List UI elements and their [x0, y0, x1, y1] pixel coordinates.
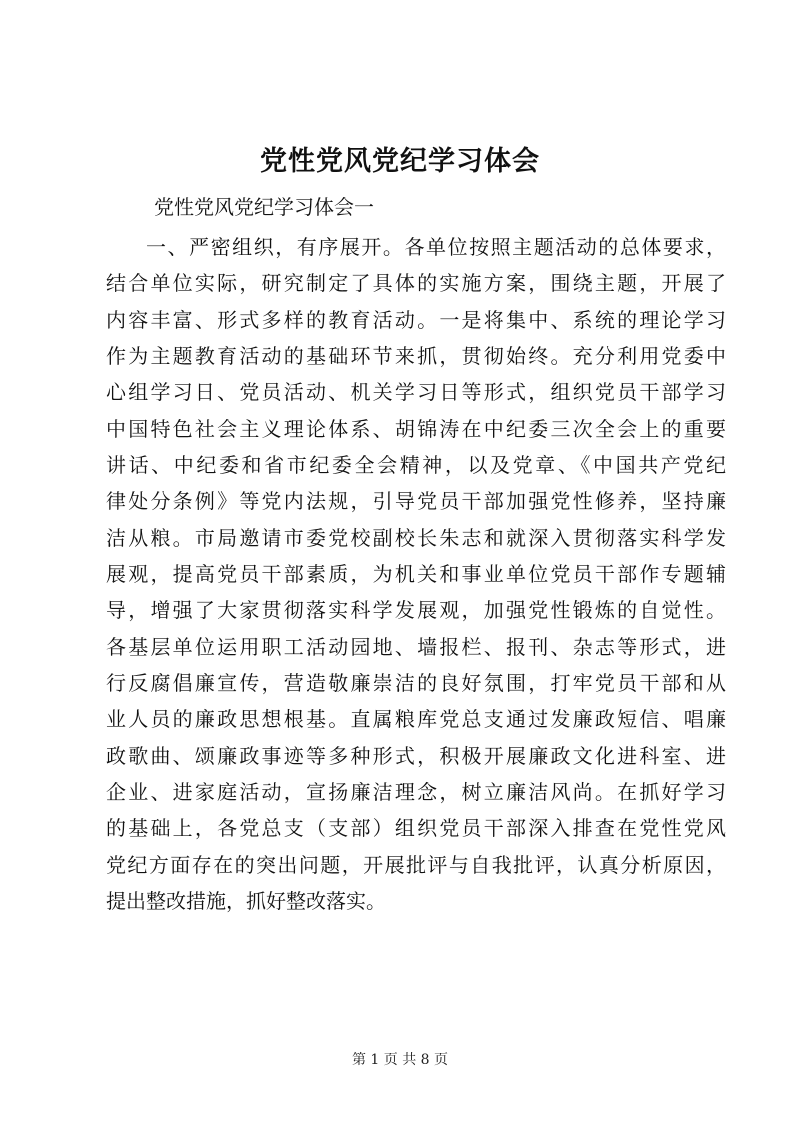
- paragraph-line: 企业、进家庭活动，宣扬廉洁理念，树立廉洁风尚。在抓好学习: [106, 779, 726, 804]
- paragraph-line: 展观，提高党员干部素质，为机关和事业单位党员干部作专题辅: [106, 561, 726, 586]
- paragraph-line: 讲话、中纪委和省市纪委全会精神，以及党章、《中国共产党纪: [106, 452, 726, 477]
- paragraph-line: 提出整改措施，抓好整改落实。: [106, 888, 386, 913]
- paragraph-line: 中国特色社会主义理论体系、胡锦涛在中纪委三次全会上的重要: [106, 416, 726, 441]
- paragraph-line: 作为主题教育活动的基础环节来抓，贯彻始终。充分利用党委中: [106, 343, 726, 368]
- paragraph-line: 行反腐倡廉宣传，营造敬廉崇洁的良好氛围，打牢党员干部和从: [106, 670, 726, 695]
- paragraph-line: 党纪方面存在的突出问题，开展批评与自我批评，认真分析原因，: [106, 852, 726, 877]
- paragraph-line: 的基础上，各党总支（支部）组织党员干部深入排查在党性党风: [106, 816, 726, 841]
- paragraph-line: 一、严密组织，有序展开。各单位按照主题活动的总体要求，: [146, 235, 726, 259]
- document-title: 党性党风党纪学习体会: [260, 146, 540, 177]
- paragraph-line: 业人员的廉政思想根基。直属粮库党总支通过发廉政短信、唱廉: [106, 707, 726, 732]
- document-subtitle: 党性党风党纪学习体会一: [154, 195, 374, 219]
- paragraph-line: 政歌曲、颂廉政事迹等多种形式，积极开展廉政文化进科室、进: [106, 743, 726, 768]
- paragraph-line: 导，增强了大家贯彻落实科学发展观，加强党性锻炼的自觉性。: [106, 598, 726, 623]
- paragraph-line: 各基层单位运用职工活动园地、墙报栏、报刊、杂志等形式，进: [106, 634, 726, 659]
- paragraph-line: 洁从粮。市局邀请市委党校副校长朱志和就深入贯彻落实科学发: [106, 525, 726, 550]
- paragraph-line: 结合单位实际，研究制定了具体的实施方案，围绕主题，开展了: [106, 271, 726, 296]
- paragraph-line: 律处分条例》等党内法规，引导党员干部加强党性修养，坚持廉: [106, 489, 726, 514]
- paragraph-line: 心组学习日、党员活动、机关学习日等形式，组织党员干部学习: [106, 380, 726, 405]
- page-number: 第 1 页 共 8 页: [351, 1052, 449, 1068]
- body-paragraph: [106, 229, 726, 919]
- paragraph-line: 内容丰富、形式多样的教育活动。一是将集中、系统的理论学习: [106, 307, 726, 332]
